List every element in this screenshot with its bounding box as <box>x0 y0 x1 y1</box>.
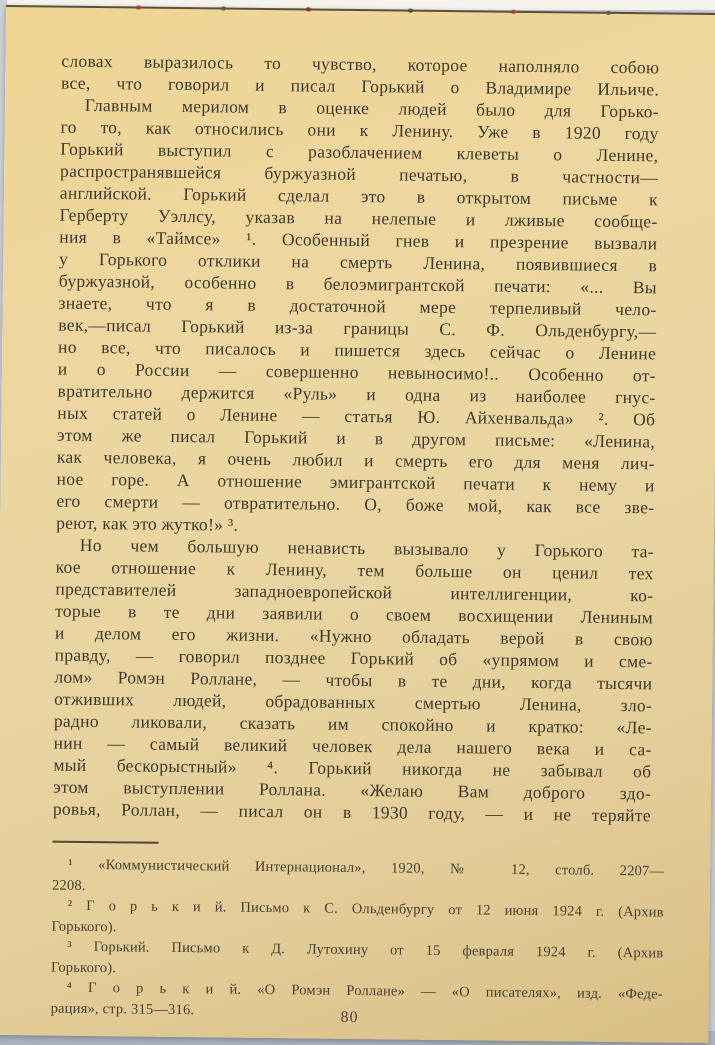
body-text-line: все, что говорил и писал Горький о Владимире Ильиче. <box>61 72 660 100</box>
body-text-line: у Горького отклики на смерть Ленина, появившиеся в <box>59 248 658 276</box>
footnote-text-line: ⁴ Г о р ь к и й. «О Ромэн Роллане» — «О писателях», изд. «Феде- <box>66 979 663 1003</box>
body-text-line: правду, — говорил позднее Горький об «упрямом и сме- <box>54 644 653 672</box>
body-text-line: его смерти — отвратительно. О, боже мой, как все зве- <box>56 490 655 518</box>
body-text-line: как человека, я очень любил и смерть его для меня лич- <box>56 446 655 474</box>
body-text-line: ровья, Роллан, — писал он в 1930 году, — и не теряйте <box>52 798 651 826</box>
body-text-line: кое отношение к Ленину, тем больше он ценил тех <box>55 556 654 584</box>
footnote-text-line: ¹ «Коммунистический Интернационал», 1920, № 12, столб. 2207— <box>68 856 665 880</box>
body-text <box>53 50 660 827</box>
body-text-line: го то, как относились они к Ленину. Уже в 1920 году <box>60 116 659 144</box>
body-text-line: знаете, что я в достаточной мере терпеливый чело- <box>58 292 657 320</box>
body-text-line: мый бескорыстный» ⁴. Горький никогда не забывал об <box>53 754 652 782</box>
body-text-line: и о России — совершенно невыносимо!.. Особенно от- <box>57 358 656 386</box>
book-page <box>0 5 715 1043</box>
body-text-line: Главным мерилом в оценке людей было для Горько- <box>84 94 659 122</box>
body-text-line: Герберту Уэллсу, указав на нелепые и лживые сообще- <box>59 204 658 232</box>
body-text-line: представителей западноевропейской интеллигенции, ко- <box>55 578 654 606</box>
footnote-text-line: ³ Горький. Письмо к Д. Лутохину от 15 февраля 1924 г. (Архив <box>67 938 664 962</box>
body-text-line: Но чем большую ненависть вызывало у Горького та- <box>79 534 654 562</box>
body-text-line: торые в те дни заявили о своем восхищении Лениным <box>55 600 654 628</box>
body-text-line: английской. Горький сделал это в открытом письме к <box>59 182 658 210</box>
body-text-line: и делом его жизни. «Нужно обладать верой в свою <box>54 622 653 650</box>
body-text-line: век,—писал Горький из-за границы С. Ф. Ольденбургу,— <box>58 314 657 342</box>
body-text-line: Горький выступил с разоблачением клеветы о Ленине, <box>60 138 659 166</box>
body-text-line: словах выразилось то чувство, которое наполняло собою <box>61 50 660 78</box>
footnote-text-line: рация», стр. 315—316. <box>50 1000 195 1018</box>
body-text-line: вратительно держится «Руль» и одна из наиболее гнус- <box>57 380 656 408</box>
body-text-line: ное горе. А отношение эмигрантской печати к нему и <box>56 468 655 496</box>
body-text-line: радно ликовали, сказать им спокойно и кратко: «Ле- <box>53 710 652 738</box>
body-text-line: этом же писал Горький и в другом письме: «Ленина, <box>57 424 656 452</box>
body-text-line: отживших людей, обрадованных смертью Ленина, зло- <box>54 688 653 716</box>
body-text-line: лом» Ромэн Роллане, — чтобы в те дни, когда тысячи <box>54 666 653 694</box>
page-number: 80 <box>340 1008 359 1027</box>
body-text-line: ных статей о Ленине — статья Ю. Айхенвальда» ². Об <box>57 402 656 430</box>
body-text-line: нин — самый великий человек дела нашего века и са- <box>53 732 652 760</box>
footnotes <box>51 855 665 1026</box>
footnote-text-line: 2208. <box>51 877 86 894</box>
body-text-line: ния в «Таймсе» ¹. Особенный гнев и презрение вызвали <box>59 226 658 254</box>
body-text-line: распространявшейся буржуазной печатью, в частности— <box>60 160 659 188</box>
footnote-text-line: ² Г о р ь к и й. Письмо к С. Ольденбургу от 12 июня 1924 г. (Архив <box>67 897 664 921</box>
body-text-line: но все, что писалось и пишется здесь сейчас о Ленине <box>58 336 657 364</box>
footnote-separator-rule <box>53 841 159 844</box>
body-text-line: реют, как это жутко!» ³. <box>56 512 239 535</box>
footnote-text-line: Горького). <box>51 918 117 935</box>
footnote-text-line: Горького). <box>50 959 117 976</box>
body-text-line: буржуазной, особенно в белоэмигрантской печати: «... Вы <box>58 270 657 298</box>
body-text-line: этом выступлении Роллана. «Желаю Вам доброго здо- <box>53 776 652 804</box>
